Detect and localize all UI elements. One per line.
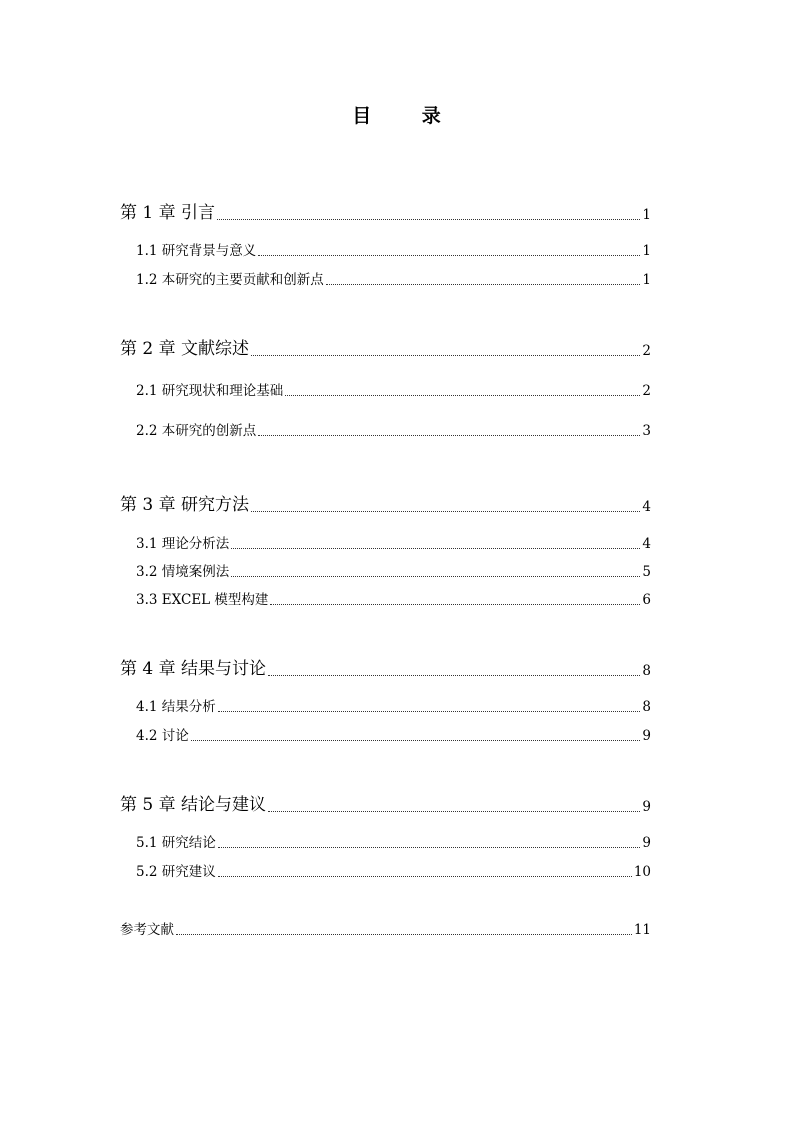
toc-leader [285, 395, 640, 396]
toc-leader [251, 355, 640, 356]
toc-section-label: 3.1 理论分析法 [136, 536, 230, 552]
toc-section-label: 1.2 本研究的主要贡献和创新点 [136, 272, 324, 288]
toc-section-3-1[interactable] [136, 535, 651, 553]
toc-chapter-label: 第 4 章 结果与讨论 [120, 659, 267, 679]
toc-section-2-2[interactable] [136, 422, 651, 440]
toc-leader [258, 435, 640, 436]
toc-page-number: 11 [633, 922, 651, 938]
toc-section-2-1[interactable] [136, 382, 651, 400]
toc-chapter-label: 第 3 章 研究方法 [120, 495, 250, 515]
toc-section-label: 3.3 EXCEL 模型构建 [136, 592, 269, 608]
toc-leader [268, 811, 640, 812]
toc-section-5-1[interactable] [136, 834, 651, 852]
toc-section-3-2[interactable] [136, 563, 651, 581]
toc-leader [218, 847, 641, 848]
toc-page-number: 9 [642, 799, 651, 815]
toc-page-number: 9 [642, 835, 651, 851]
toc-section-label: 4.2 讨论 [136, 728, 189, 744]
toc-page-number: 9 [642, 728, 651, 744]
toc-leader [251, 511, 640, 512]
toc-page-number: 2 [642, 383, 651, 399]
toc-leader [218, 876, 632, 877]
toc-section-5-2[interactable] [136, 863, 651, 881]
toc-chapter-3[interactable] [120, 494, 651, 516]
toc-leader [176, 934, 632, 935]
toc-chapter-5[interactable] [120, 794, 651, 816]
toc-page-number: 5 [642, 564, 651, 580]
toc-chapter-4[interactable] [120, 658, 651, 680]
toc-page-number: 8 [642, 663, 651, 679]
toc-page-number: 8 [642, 699, 651, 715]
toc-chapter-label: 第 1 章 引言 [120, 203, 216, 223]
toc-page-number: 10 [633, 864, 651, 880]
toc-page-number: 4 [642, 499, 651, 515]
toc-page-number: 4 [642, 536, 651, 552]
toc-section-label: 3.2 情境案例法 [136, 564, 230, 580]
toc-leader [217, 219, 640, 220]
toc-references-label: 参考文献 [120, 922, 174, 938]
toc-section-label: 5.1 研究结论 [136, 835, 216, 851]
toc-leader [270, 604, 640, 605]
toc-leader [231, 576, 640, 577]
toc-page-number: 3 [642, 423, 651, 439]
toc-references[interactable] [120, 921, 651, 939]
toc-page-number: 1 [642, 272, 651, 288]
toc-leader [268, 675, 640, 676]
toc-section-1-1[interactable] [136, 242, 651, 260]
toc-chapter-1[interactable] [120, 202, 651, 224]
toc-chapter-2[interactable] [120, 338, 651, 360]
toc-leader [258, 255, 640, 256]
toc-leader [191, 740, 641, 741]
toc-section-1-2[interactable] [136, 271, 651, 289]
toc-section-3-3[interactable] [136, 591, 651, 609]
toc-leader [326, 284, 641, 285]
toc-page-number: 1 [642, 243, 651, 259]
toc-section-label: 4.1 结果分析 [136, 699, 216, 715]
toc-leader [218, 711, 641, 712]
toc-section-label: 2.1 研究现状和理论基础 [136, 383, 284, 399]
toc-page-number: 2 [642, 343, 651, 359]
toc-section-label: 2.2 本研究的创新点 [136, 423, 257, 439]
toc-section-4-2[interactable] [136, 727, 651, 745]
toc-section-label: 5.2 研究建议 [136, 864, 216, 880]
toc-chapter-label: 第 5 章 结论与建议 [120, 795, 267, 815]
toc-leader [231, 548, 640, 549]
toc-page-number: 6 [642, 592, 651, 608]
toc-chapter-label: 第 2 章 文献综述 [120, 339, 250, 359]
toc-section-4-1[interactable] [136, 698, 651, 716]
page-title: 目 录 [352, 105, 463, 127]
toc-section-label: 1.1 研究背景与意义 [136, 243, 257, 259]
toc-page-number: 1 [642, 207, 651, 223]
